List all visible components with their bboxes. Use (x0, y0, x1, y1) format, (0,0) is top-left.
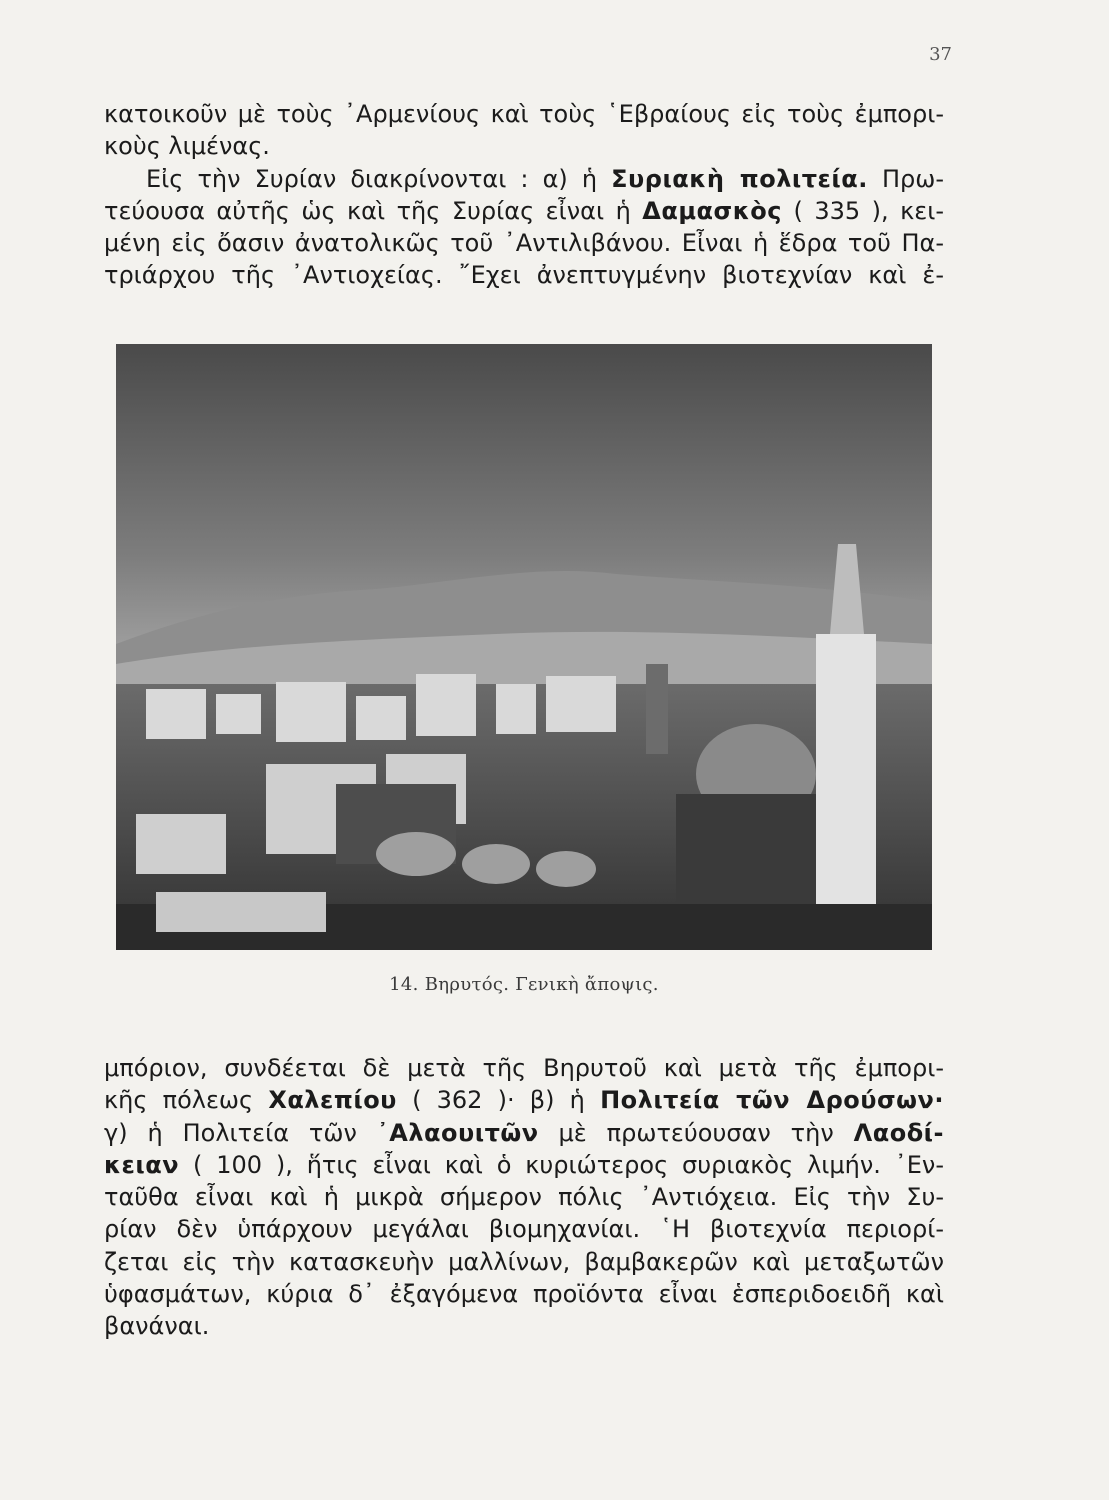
text-run: ( 362 )· β) ἡ (396, 1086, 601, 1115)
text-line (104, 1149, 944, 1181)
text-line (104, 1117, 944, 1149)
term-alaouiton: ᾿Αλαουιτῶν (376, 1118, 539, 1147)
term-chalepiou: Χαλεπίου (268, 1086, 397, 1115)
text-line (104, 1084, 944, 1116)
figure-caption: 14. Βηρυτός. Γενικὴ ἄποψις. (389, 974, 659, 995)
term-damaskos: Δαμασκὸς (642, 196, 782, 225)
text-line: βανάναι. (104, 1312, 210, 1341)
text-line: ὑφασμάτων, κύρια δ᾿ ἐξαγόμενα προϊόντα εἶναι ἑσπεριδοειδῆ καὶ (104, 1280, 944, 1309)
beirut-photograph (116, 344, 932, 950)
text-line: κατοικοῦν μὲ τοὺς ᾿Αρμενίους καὶ τοὺς ῾Εβραίους εἰς τοὺς ἐμπορι- (104, 100, 944, 128)
term-syriaki-politeia: Συριακὴ πολιτεία. (611, 164, 868, 193)
paragraph-1 (104, 98, 944, 292)
text-run: Εἰς τὴν Συρίαν διακρίνονται : α) ἡ (146, 164, 612, 193)
paragraph-2 (104, 1052, 944, 1343)
text-line: ταῦθα εἶναι καὶ ἡ μικρὰ σήμερον πόλις ᾿Αντιόχεια. Εἰς τὴν Συ- (104, 1183, 944, 1212)
term-laodikeian-end: κειαν (104, 1150, 180, 1179)
term-politeia-drouson: Πολιτεία τῶν Δρούσων· (600, 1086, 945, 1115)
text-line: μπόριον, συνδέεται δὲ μετὰ τῆς Βηρυτοῦ καὶ μετὰ τῆς ἐμπορι- (104, 1054, 944, 1082)
term-laodikeian: Λαοδί- (853, 1118, 944, 1147)
photo-illustration (116, 344, 932, 950)
text-line: ρίαν δὲν ὑπάρχουν μεγάλαι βιομηχανίαι. ῾Η βιοτεχνία περιορί- (104, 1215, 944, 1244)
text-line: μένη εἰς ὄασιν ἀνατολικῶς τοῦ ᾿Αντιλιβάνου. Εἶναι ἡ ἕδρα τοῦ Πα- (104, 229, 944, 258)
text-run: ( 100 ), ἥτις εἶναι καὶ ὁ κυριώτερος συριακὸς λιμήν. ᾿Εν- (179, 1150, 944, 1179)
text-line: τριάρχου τῆς ᾿Αντιοχείας. ῎Εχει ἀνεπτυγμένην βιοτεχνίαν καὶ ἐ- (104, 261, 944, 290)
text-run: Πρω- (867, 164, 944, 193)
text-run: γ) ἡ Πολιτεία τῶν (104, 1118, 377, 1147)
text-run: μὲ πρωτεύουσαν τὴν (538, 1118, 854, 1147)
text-line: ζεται εἰς τὴν κατασκευὴν μαλλίνων, βαμβακερῶν καὶ μεταξωτῶν (104, 1247, 944, 1276)
page-number: 37 (929, 44, 952, 65)
text-run: ( 335 ), κει- (781, 196, 945, 225)
text-line (104, 163, 944, 195)
text-run: κῆς πόλεως (104, 1086, 269, 1115)
text-run: τεύουσα αὐτῆς ὡς καὶ τῆς Συρίας εἶναι ἡ (104, 196, 643, 225)
text-line: κοὺς λιμένας. (104, 132, 270, 161)
text-line (104, 195, 944, 227)
